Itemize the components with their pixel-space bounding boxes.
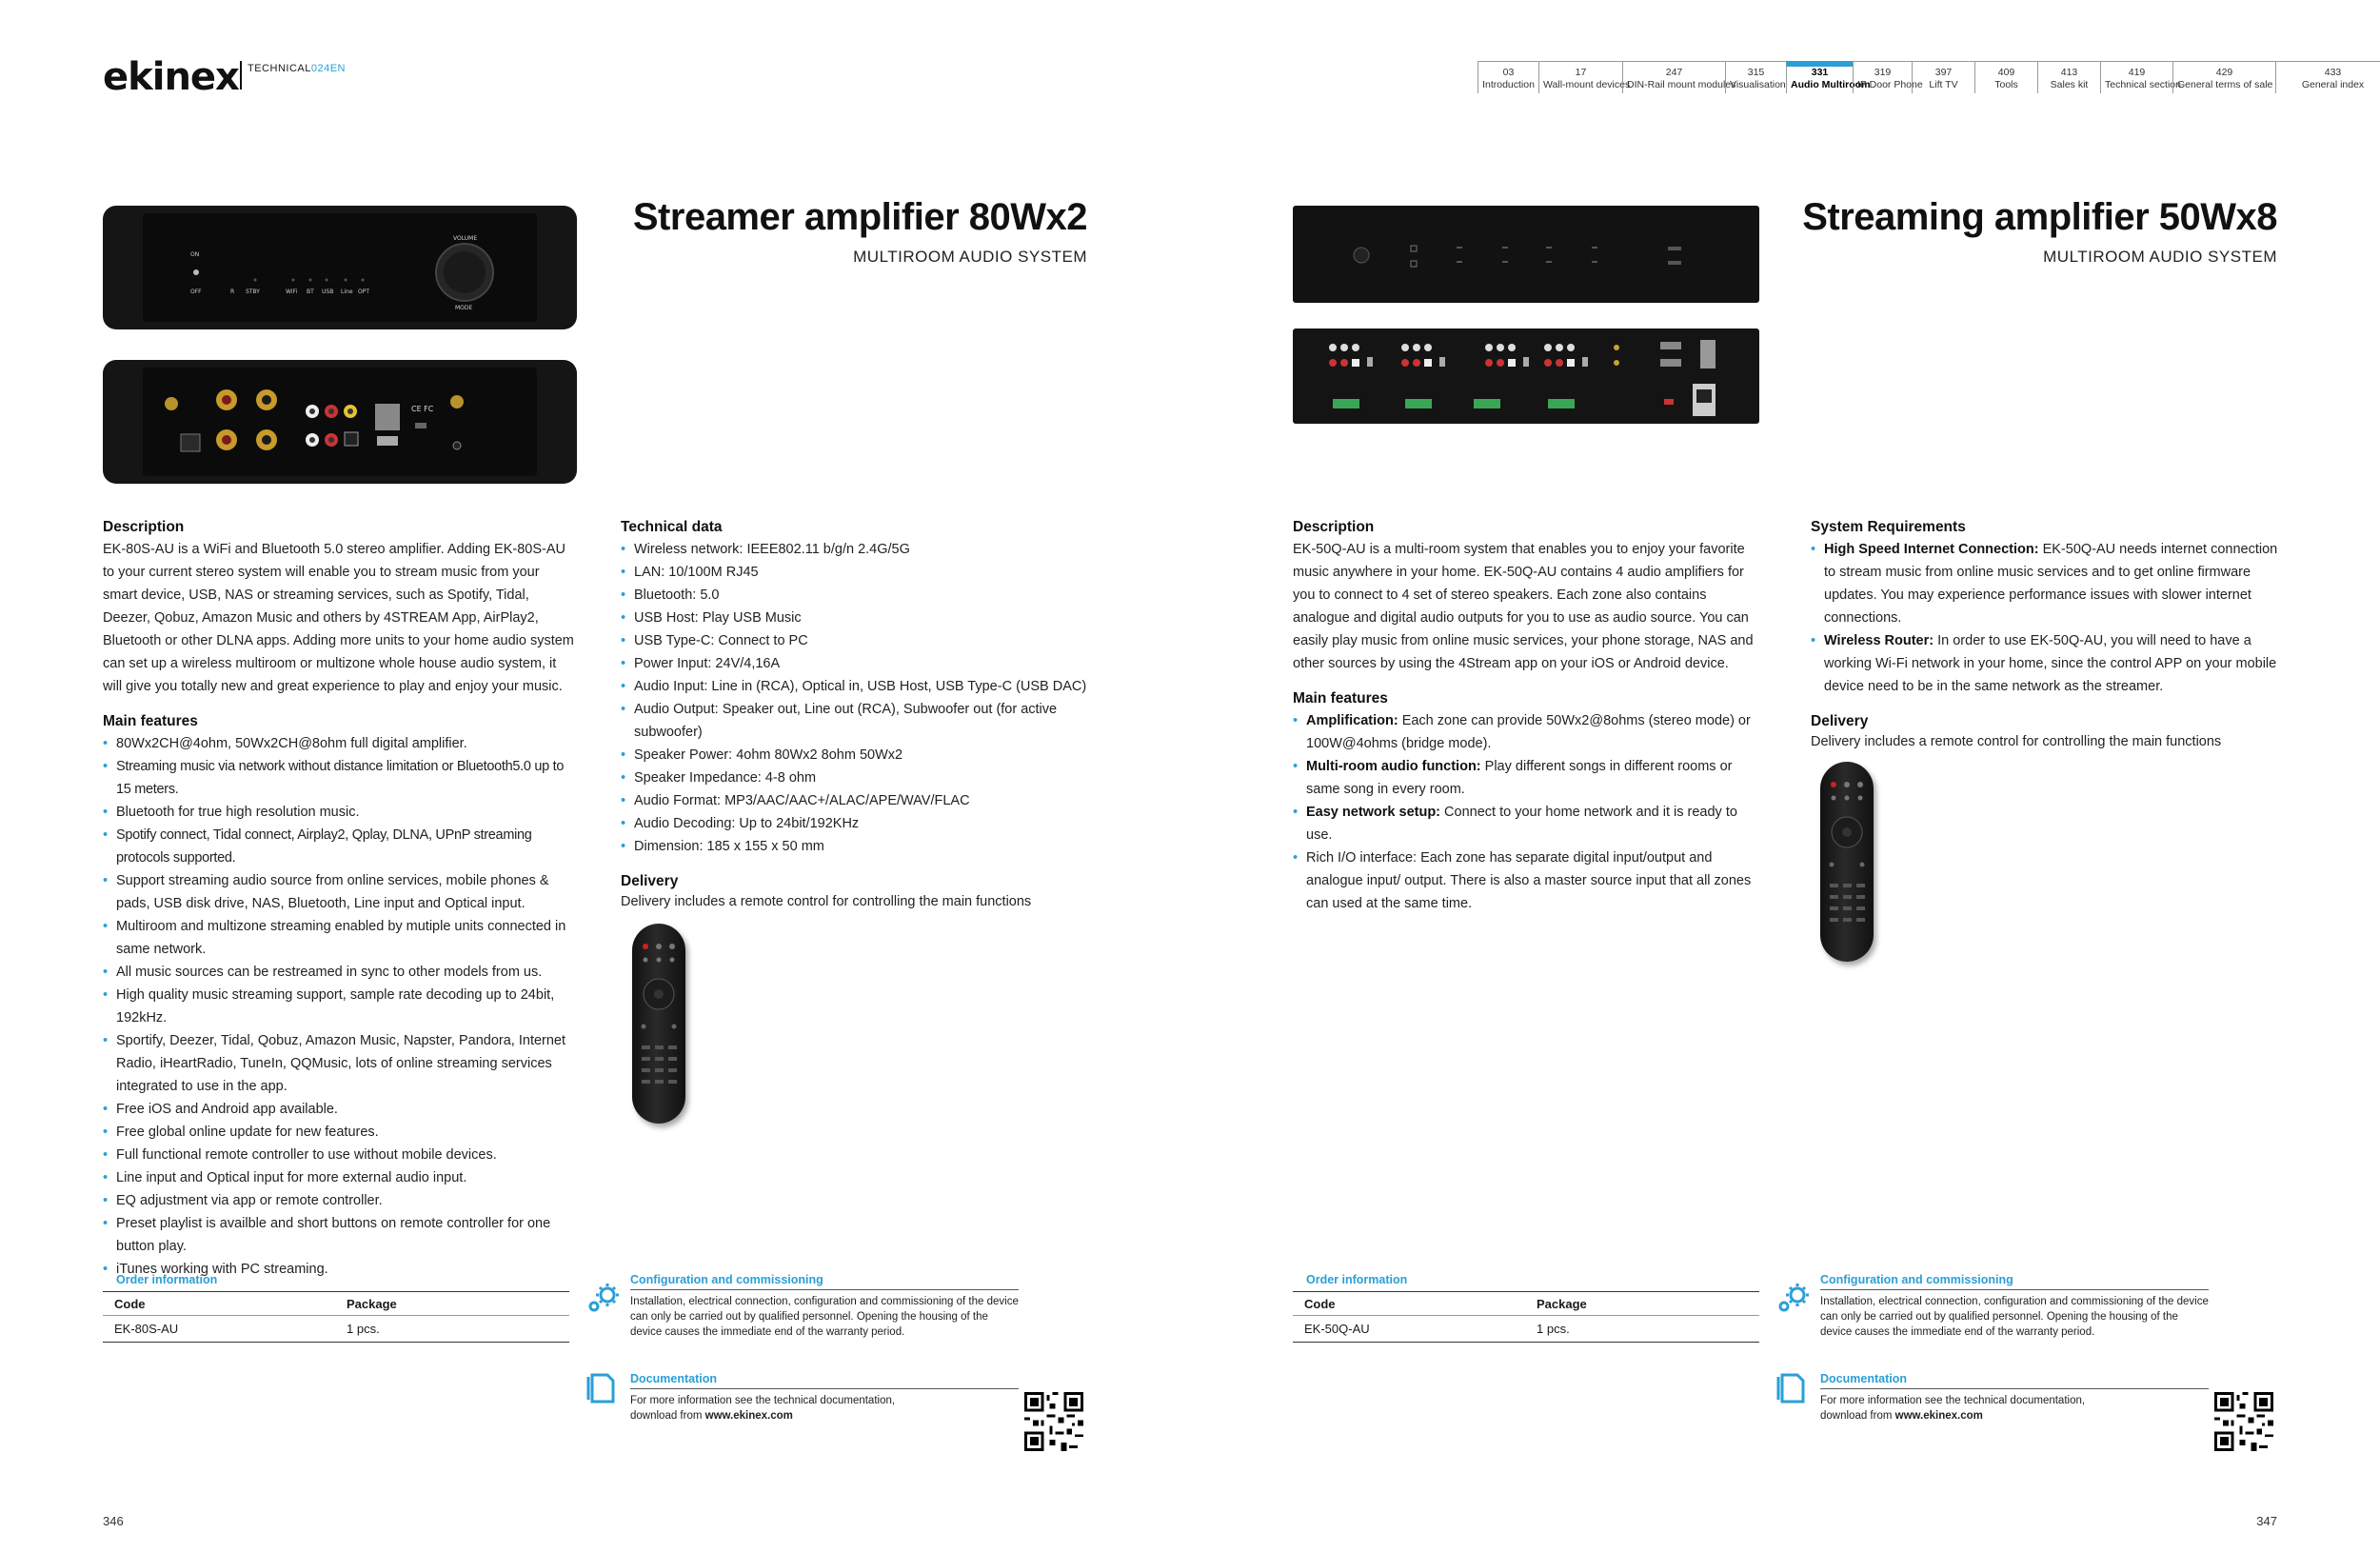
list-item: • High Speed Internet Connection: EK-50Q-AU needs internet connection to stream music from online music services and to get online firmware updates. You may experience performance issues with slower internet connections. bbox=[1811, 538, 2279, 629]
list-item: • Free iOS and Android app available. bbox=[103, 1098, 577, 1121]
nav-item-visualisation[interactable]: 315 Visualisation bbox=[1725, 61, 1786, 93]
technical-data-heading: Technical data bbox=[621, 519, 723, 535]
front-label-volume: VOLUME bbox=[453, 235, 478, 242]
right-features-heading: Main features bbox=[1293, 690, 1388, 707]
list-item: • Audio Format: MP3/AAC/AAC+/ALAC/APE/WAV/FLAC bbox=[621, 789, 1116, 812]
list-item: • Bluetooth for true high resolution music. bbox=[103, 801, 577, 824]
list-item: • Power Input: 24V/4,16A bbox=[621, 652, 1116, 675]
remote-buttons-drawing bbox=[632, 924, 685, 1124]
documentation-title: Documentation bbox=[630, 1372, 1019, 1389]
config-title: Configuration and commissioning bbox=[1820, 1273, 2209, 1290]
code-cell: EK-50Q-AU bbox=[1293, 1316, 1525, 1343]
left-order-table bbox=[103, 1291, 569, 1343]
list-item: • Multiroom and multizone streaming enabled by mutiple units connected in same network. bbox=[103, 915, 577, 961]
documentation-link[interactable]: www.ekinex.com bbox=[704, 1410, 793, 1422]
page-number-left: 346 bbox=[103, 1514, 124, 1528]
system-requirements-heading: System Requirements bbox=[1811, 519, 1966, 535]
list-item: • Full functional remote controller to use without mobile devices. bbox=[103, 1144, 577, 1166]
list-item: • Dimension: 185 x 155 x 50 mm bbox=[621, 835, 1116, 858]
front-label-line: Line bbox=[341, 289, 353, 295]
list-item: • USB Type-C: Connect to PC bbox=[621, 629, 1116, 652]
product-title-left: Streamer amplifier 80Wx2 bbox=[632, 196, 1087, 238]
table-header-row bbox=[1293, 1292, 1759, 1316]
left-delivery-text: Delivery includes a remote control for controlling the main functions bbox=[621, 894, 1032, 909]
front-label-off: OFF bbox=[190, 289, 202, 295]
section-nav bbox=[1478, 61, 2380, 93]
gear-icon bbox=[1775, 1280, 1813, 1314]
system-requirements-section bbox=[1811, 519, 2279, 753]
table-row bbox=[1293, 1316, 1759, 1343]
nav-item-lift-tv[interactable]: 397 Lift TV bbox=[1912, 61, 1974, 93]
nav-item-technical-section[interactable]: 419 Technical section bbox=[2100, 61, 2172, 93]
svg-text:CE FC: CE FC bbox=[411, 405, 434, 413]
left-description-heading: Description bbox=[103, 519, 185, 535]
code-header: Code bbox=[103, 1292, 335, 1316]
qr-code-icon[interactable] bbox=[2214, 1392, 2273, 1451]
nav-item-general-index[interactable]: 433 General index bbox=[2275, 61, 2380, 93]
list-item: • Streaming music via network without distance limitation or Bluetooth5.0 up to 15 meters. bbox=[103, 755, 577, 801]
right-delivery-text: Delivery includes a remote control for controlling the main functions bbox=[1811, 734, 2222, 749]
list-item: • Bluetooth: 5.0 bbox=[621, 584, 1116, 607]
list-item: • Easy network setup: Connect to your home network and it is ready to use. bbox=[1293, 801, 1765, 846]
table-row bbox=[103, 1316, 569, 1343]
product-subtitle-left: MULTIROOM AUDIO SYSTEM bbox=[853, 248, 1087, 266]
list-item: • All music sources can be restreamed in sync to other models from us. bbox=[103, 961, 577, 984]
right-description-heading: Description bbox=[1293, 519, 1375, 535]
list-item: • 80Wx2CH@4ohm, 50Wx2CH@8ohm full digital amplifier. bbox=[103, 732, 577, 755]
code-cell: EK-80S-AU bbox=[103, 1316, 335, 1343]
right-description-text: EK-50Q-AU is a multi-room system that enables you to enjoy your favorite music anywhere in your home. EK-50Q-AU contains 4 audio amplifiers for you to connect to 4 set of stereo speakers. Each zone also contains analogue and digital audio outputs for you to use as audio source. You can easily play music from online music services, your phone storage, NAS and other sources by using the 4Stream app on your iOS or Android device. bbox=[1293, 542, 1754, 671]
technical-label: TECHNICAL024EN bbox=[248, 63, 346, 74]
amplifier-rear-panel-drawing bbox=[143, 368, 537, 476]
document-icon bbox=[1776, 1371, 1809, 1405]
list-item: • Speaker Impedance: 4-8 ohm bbox=[621, 767, 1116, 789]
nav-item-introduction[interactable]: 03 Introduction bbox=[1478, 61, 1538, 93]
technical-data-list bbox=[621, 538, 1116, 858]
list-item: • Free global online update for new features. bbox=[103, 1121, 577, 1144]
remote-control-image bbox=[1820, 762, 1874, 962]
list-item: • Rich I/O interface: Each zone has separate digital input/output and analogue input/ output. There is also a master source input that all zones can used at the same time. bbox=[1293, 846, 1765, 915]
left-description-text: EK-80S-AU is a WiFi and Bluetooth 5.0 stereo amplifier. Adding EK-80S-AU to your current stereo system will enable you to stream music from your smart device, USB, NAS or streaming services, such as Spotify, Tidal, Deezer, Qobuz, Amazon Music and others by 4STREAM App, AirPlay2, Bluetooth or other DLNA apps. Adding more units to your home audio system can set up a wireless multiroom or multizone whole house audio system, it will give you totally new and great experience to play and enjoy your music. bbox=[103, 542, 574, 694]
right-description-section bbox=[1293, 519, 1765, 915]
list-item: • LAN: 10/100M RJ45 bbox=[621, 561, 1116, 584]
list-item: • USB Host: Play USB Music bbox=[621, 607, 1116, 629]
table-header-row bbox=[103, 1292, 569, 1316]
right-config-section bbox=[1820, 1273, 2209, 1340]
package-cell: 1 pcs. bbox=[1525, 1316, 1759, 1343]
left-description-section bbox=[103, 519, 577, 1281]
list-item: • Audio Output: Speaker out, Line out (RCA), Subwoofer out (for active subwoofer) bbox=[621, 698, 1116, 744]
documentation-link[interactable]: www.ekinex.com bbox=[1894, 1410, 1983, 1422]
list-item: • Preset playlist is availble and short buttons on remote controller for one button play. bbox=[103, 1212, 577, 1258]
streamer-rear-photo bbox=[1293, 329, 1759, 424]
list-item: • Line input and Optical input for more external audio input. bbox=[103, 1166, 577, 1189]
product-subtitle-right: MULTIROOM AUDIO SYSTEM bbox=[2043, 248, 2277, 266]
right-features-list bbox=[1293, 709, 1765, 915]
front-label-mode: MODE bbox=[455, 305, 473, 311]
right-order-table bbox=[1293, 1291, 1759, 1343]
qr-code-icon[interactable] bbox=[1024, 1392, 1083, 1451]
nav-item-tools[interactable]: 409 Tools bbox=[1974, 61, 2037, 93]
documentation-text: For more information see the technical documentation, download from www.ekinex.com bbox=[1820, 1395, 2086, 1422]
left-features-heading: Main features bbox=[103, 713, 198, 729]
config-title: Configuration and commissioning bbox=[630, 1273, 1019, 1290]
left-order-title: Order information bbox=[116, 1273, 218, 1286]
page-number-right: 347 bbox=[2256, 1514, 2277, 1528]
front-label-stby: STBY bbox=[246, 289, 260, 295]
list-item: • Amplification: Each zone can provide 50Wx2@8ohms (stereo mode) or 100W@4ohms (bridge mode). bbox=[1293, 709, 1765, 755]
left-delivery-heading: Delivery bbox=[621, 873, 679, 889]
code-header: Code bbox=[1293, 1292, 1525, 1316]
package-header: Package bbox=[335, 1292, 569, 1316]
list-item: • Wireless Router: In order to use EK-50Q-AU, you will need to have a working Wi-Fi network in your home, since the control APP on your mobile device need to be in the same network as the streamer. bbox=[1811, 629, 2279, 698]
remote-buttons-drawing bbox=[1820, 762, 1874, 962]
documentation-title: Documentation bbox=[1820, 1372, 2209, 1389]
nav-item-sales-kit[interactable]: 413 Sales kit bbox=[2037, 61, 2100, 93]
front-label-on: ON bbox=[190, 251, 200, 258]
list-item: • Spotify connect, Tidal connect, Airplay2, Qplay, DLNA, UPnP streaming protocols supported. bbox=[103, 824, 577, 869]
package-header: Package bbox=[1525, 1292, 1759, 1316]
document-icon bbox=[586, 1371, 619, 1405]
nav-item-audio-multiroom[interactable]: 331 Audio Multiroom bbox=[1786, 61, 1853, 93]
list-item: • Support streaming audio source from online services, mobile phones & pads, USB disk drive, NAS, Bluetooth, Line input and Optical input. bbox=[103, 869, 577, 915]
list-item: • EQ adjustment via app or remote controller. bbox=[103, 1189, 577, 1212]
list-item: • Sportify, Deezer, Tidal, Qobuz, Amazon Music, Napster, Pandora, Internet Radio, iHeartRadio, TuneIn, QQMusic, lots of online streaming services integrated to use in the app. bbox=[103, 1029, 577, 1098]
right-documentation-section bbox=[1820, 1372, 2209, 1424]
system-requirements-list bbox=[1811, 538, 2279, 698]
list-item: • iTunes working with PC streaming. bbox=[103, 1258, 577, 1281]
list-item: • Multi-room audio function: Play different songs in different rooms or same song in every room. bbox=[1293, 755, 1765, 801]
config-text: Installation, electrical connection, configuration and commissioning of the device can only be carried out by qualified personnel. Opening the housing of the device causes the immediate end of the warranty period. bbox=[1820, 1296, 2209, 1338]
nav-item-ip-door-phone[interactable]: 319 IP Door Phone bbox=[1853, 61, 1912, 93]
nav-item-wall-mount[interactable]: 17 Wall-mount devices bbox=[1538, 61, 1622, 93]
list-item: • Audio Input: Line in (RCA), Optical in, USB Host, USB Type-C (USB DAC) bbox=[621, 675, 1116, 698]
config-text: Installation, electrical connection, configuration and commissioning of the device can only be carried out by qualified personnel. Opening the housing of the device causes the immediate end of the warranty period. bbox=[630, 1296, 1019, 1338]
nav-item-din-rail[interactable]: 247 DIN-Rail mount modules bbox=[1622, 61, 1725, 93]
remote-control-image bbox=[632, 924, 685, 1124]
right-order-title: Order information bbox=[1306, 1273, 1408, 1286]
front-label-opt: OPT bbox=[358, 289, 370, 295]
product-title-right: Streaming amplifier 50Wx8 bbox=[1802, 196, 2277, 238]
front-label-bt: BT bbox=[307, 289, 314, 295]
left-documentation-section bbox=[630, 1372, 1019, 1424]
front-label-usb: USB bbox=[322, 289, 334, 295]
gear-icon bbox=[585, 1280, 623, 1314]
logo-separator bbox=[240, 61, 242, 90]
list-item: • Speaker Power: 4ohm 80Wx2 8ohm 50Wx2 bbox=[621, 744, 1116, 767]
right-delivery-heading: Delivery bbox=[1811, 713, 1869, 729]
list-item: • Wireless network: IEEE802.11 b/g/n 2.4G/5G bbox=[621, 538, 1116, 561]
list-item: • High quality music streaming support, sample rate decoding up to 24bit, 192kHz. bbox=[103, 984, 577, 1029]
list-item: • Audio Decoding: Up to 24bit/192KHz bbox=[621, 812, 1116, 835]
package-cell: 1 pcs. bbox=[335, 1316, 569, 1343]
left-features-list bbox=[103, 732, 577, 1281]
left-technical-section bbox=[621, 519, 1116, 913]
documentation-text: For more information see the technical documentation, download from www.ekinex.com bbox=[630, 1395, 896, 1422]
left-config-section bbox=[630, 1273, 1019, 1340]
nav-item-terms-of-sale[interactable]: 429 General terms of sale bbox=[2172, 61, 2275, 93]
front-label-wifi: WiFi bbox=[286, 289, 298, 295]
front-label-r: R bbox=[230, 289, 235, 295]
brand-logo: ekinex bbox=[103, 55, 239, 99]
streamer-rear-panel-drawing bbox=[1293, 329, 1759, 424]
amplifier-rear-photo bbox=[103, 360, 577, 484]
